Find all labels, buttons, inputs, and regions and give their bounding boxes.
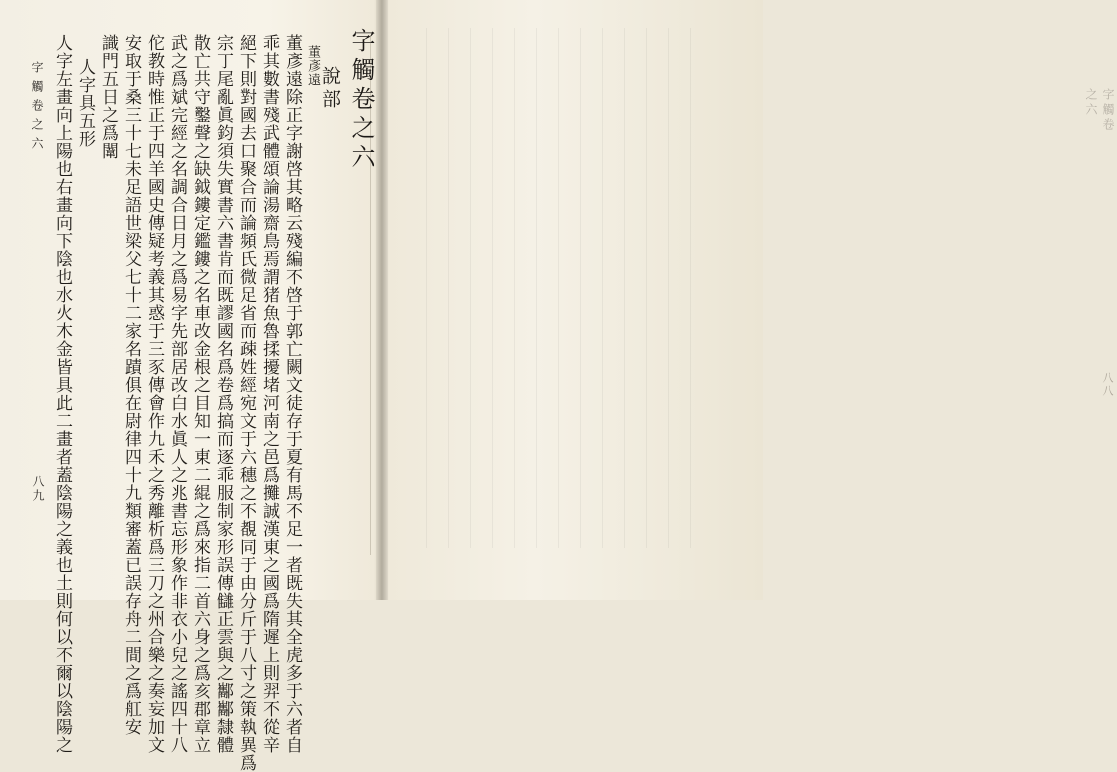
section-heading: 說部 xyxy=(319,66,341,112)
text-column-2: 乖其數書殘武體頌論湯齋鳥焉謂猪魚魯揉擾堵河南之邑爲攤誠漢東之國爲隋遲上則羿不從辛 xyxy=(259,34,279,754)
page-number: 八九 xyxy=(31,475,45,503)
text-column-7: 佗教時惟正于四羊國史傳疑考義其惑于三豕傳會作九禾之秀離析爲三刀之州合樂之奏妄加文 xyxy=(144,34,164,754)
text-column-5: 散亡共守鑿聲之缺鉞鏤定鑑鏤之名車改金根之目知一東二緄之爲來指二首六身之爲亥郡章立 xyxy=(190,34,210,754)
text-column-9: 識門五日之爲闈 xyxy=(98,34,118,160)
text-column-1: 董彥遠除正字謝啓其略云殘編不啓于郭亡闕文徒存于夏有馬不足一者既失其全虎多于六者自 xyxy=(282,34,302,754)
text-column-4: 宗丁尾亂眞鈞須失實書六書肯而既謬國名爲卷爲搞而逐乖服制家形誤傳讎正雲與之酅酅隸體 xyxy=(213,34,233,754)
left-page xyxy=(0,0,381,772)
bleed-through-text-area xyxy=(426,28,712,548)
right-page xyxy=(382,0,1115,600)
text-column-8: 安取于桑三十七未足語世梁父七十二家名蹟俱在尉律四十九類審蓋已誤存舟二間之爲舡安 xyxy=(121,34,141,736)
book-footer: 字觸卷之六 xyxy=(30,61,44,156)
chapter-title: 字觸卷之六 xyxy=(347,28,375,173)
author-name: 董彥遠 xyxy=(305,45,320,87)
subheading: 人字具五形 xyxy=(75,58,95,148)
text-column-11: 人字左畫向上陽也右畫向下陰也水火木金皆具此二畫者蓋陰陽之義也土則何以不爾以陰陽之 xyxy=(52,34,72,754)
right-page-number: 八八 xyxy=(1101,372,1114,398)
text-column-6: 武之爲斌完經之名調合日月之爲易字先部居改白水眞人之兆書忘形象作非衣小兒之謠四十八 xyxy=(167,34,187,754)
right-page-footer: 字觸卷之六 xyxy=(1084,88,1115,133)
text-column-3: 絕下則對國去口聚合而論頻氏微足省而疎姓經宛文于六穗之不覩同于由分斤于八寸之策執異爲 xyxy=(236,34,256,772)
